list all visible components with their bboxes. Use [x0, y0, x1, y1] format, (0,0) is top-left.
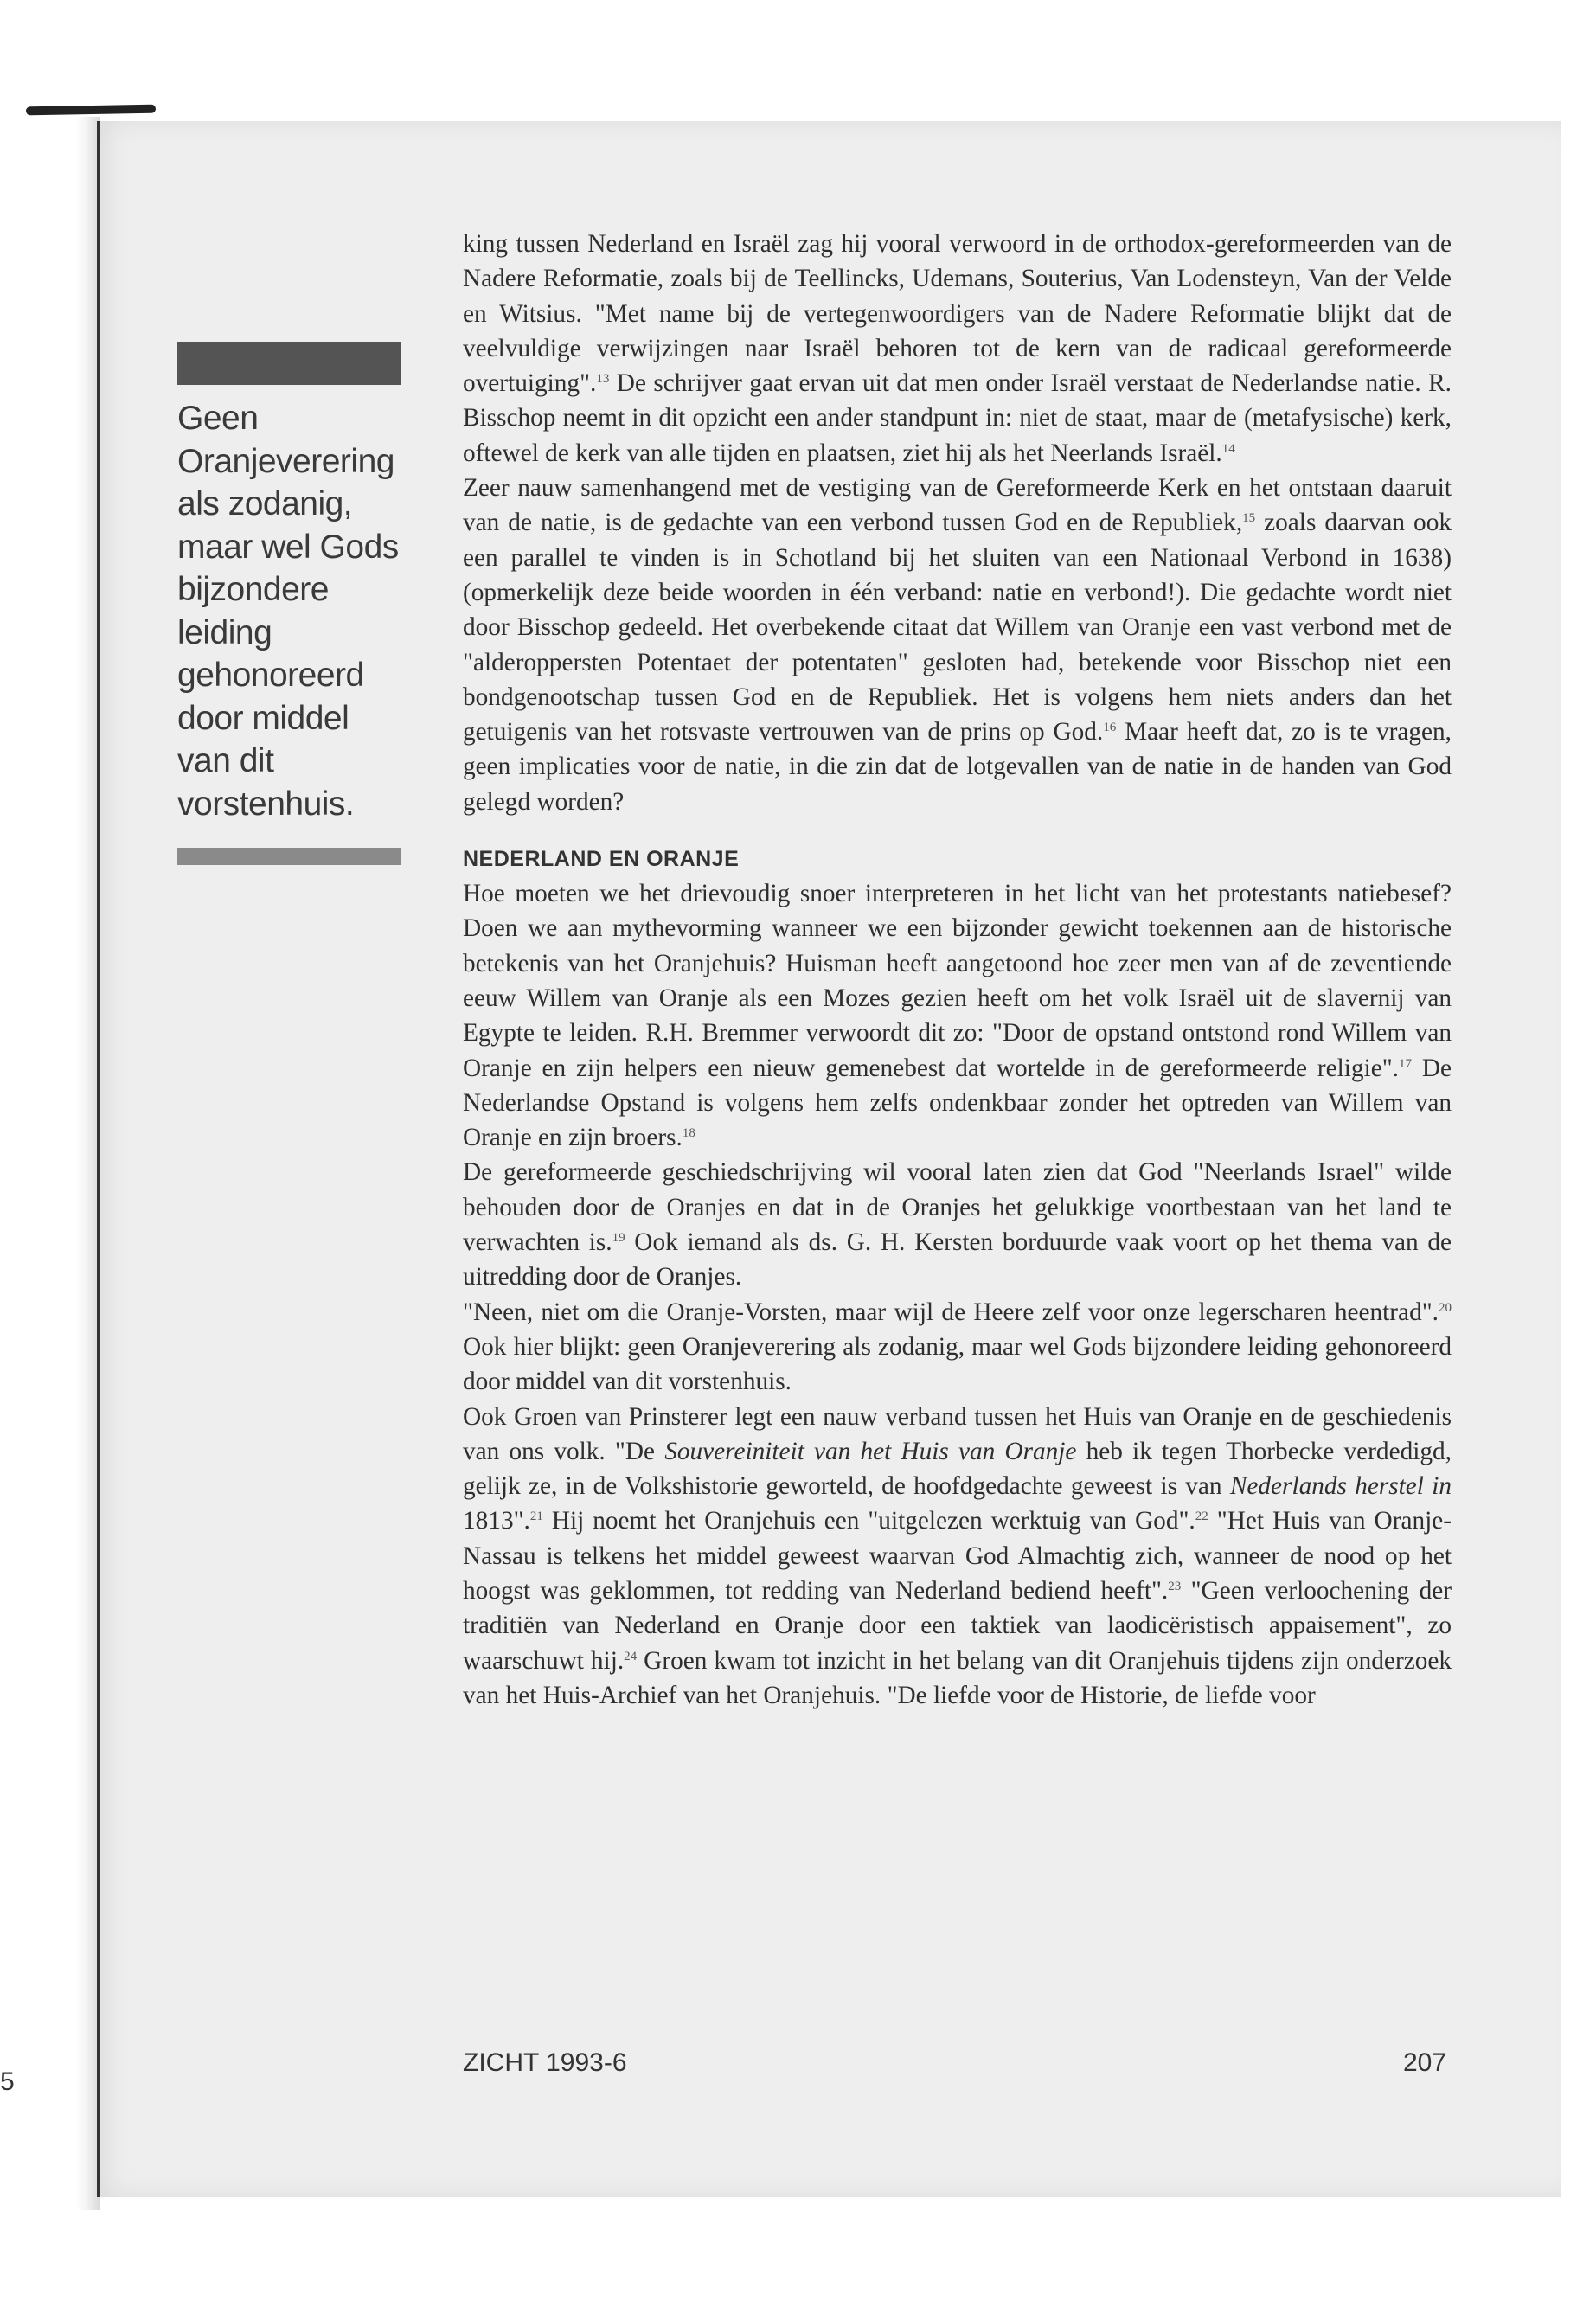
footnote-ref: 23 [1168, 1579, 1182, 1593]
footnote-ref: 18 [682, 1126, 695, 1141]
paragraph-2: Zeer nauw samenhangend met de vestiging van de Gereformeerde Kerk en het ontstaan daaruit van de natie, is de gedachte van een verbond tussen God en de Republiek,$^{15}$ zoals daarvan ook een parallel te vinden is in Schotland bij het sluiten van een Nationaal Verbond in 1638) (opmerkelijk deze beide woorden in één verband: natie en verbond!). Die gedachte wordt niet door Bisschop gedeeld. Het overbekende citaat dat Willem van Oranje een vast verbond met de "alderoppersten Potentaet der potentaten" gesloten had, betekende voor Bisschop niet een bondgenootschap tussen God en de Republiek. Het is volgens hem niets anders dan het getuigenis van het rotsvaste vertrouwen van de prins op God.$^{16}$ Maar heeft dat, zo is te vragen, geen implicaties voor de natie, in die zin dat de lotgevallen van de natie in de handen van God gelegd worden? [463, 474, 1452, 816]
paragraph-5: "Neen, niet om die Oranje-Vorsten, maar wijl de Heere zelf voor onze legerscharen heentrad".$^{20}$ Ook hier blijkt: geen Oranjeverering als zodanig, maar wel Gods bijzondere leiding gehonoreerd door middel van dit vorstenhuis. [463, 1298, 1452, 1396]
pull-quote-line: als zodanig, [177, 485, 353, 522]
pull-quote-line: Oranjeverering [177, 442, 394, 480]
pull-quote-text [177, 397, 402, 825]
footnote-ref: 22 [1195, 1509, 1208, 1524]
paragraph-3: Hoe moeten we het drievoudig snoer interpreteren in het licht van het protestants natiebesef? Doen we aan mythevorming wanneer we een bijzonder gewicht toekennen aan de historische betekenis van het Oranjehuis? Huisman heeft aangetoond hoe zeer men van af de zeventiende eeuw Willem van Oranje als een Mozes gezien heeft om het volk Israël uit de slavernij van Egypte te leiden. R.H. Bremmer verwoordt dit zo: "Door de opstand ontstond rond Willem van Oranje en zijn helpers een nieuw gemenebest dat wortelde in de gereformeerde religie".$^{17}$ De Nederlandse Opstand is volgens hem zelfs ondenkbaar zonder het optreden van Willem van Oranje en zijn broers.$^{18}$ [463, 880, 1452, 1152]
footnote-ref: 14 [1221, 441, 1235, 456]
paragraph-4: De gereformeerde geschiedschrijving wil vooral laten zien dat God "Neerlands Israel" wilde behouden door de Oranjes en dat in de Oranjes het gelukkige voortbestaan van het land te verwachten is.$^{19}$ Ook iemand als ds. G. H. Kersten borduurde vaak voort op het thema van de uitredding door de Oranjes. [463, 1158, 1452, 1292]
margin-edge-number: 5 [0, 2067, 15, 2096]
pull-quote-line: door middel [177, 699, 349, 737]
footnote-ref: 13 [596, 372, 610, 387]
section-heading: NEDERLAND EN ORANJE [463, 847, 740, 872]
footnote-ref: 19 [612, 1231, 625, 1246]
pull-quote-line: maar wel Gods [177, 528, 399, 566]
binding-line [97, 121, 100, 2197]
footnote-ref: 16 [1103, 721, 1117, 735]
footnote-ref: 20 [1439, 1300, 1452, 1315]
paragraph-6: Ook Groen van Prinsterer legt een nauw verband tussen het Huis van Oranje en de geschiedenis van ons volk. "De Souvereiniteit van het Huis van Oranje heb ik tegen Thorbecke verdedigd, gelijk ze, in de Volkshistorie geworteld, de hoofdgedachte geweest is van Nederlands herstel in 1813".$^{21}$ Hij noemt het Oranjehuis een "uitgelezen werktuig van God".$^{22}$ "Het Huis van Oranje-Nassau is telkens het middel geweest waarvan God Almachtig zich, wanneer de nood op het hoogst was geklommen, tot redding van Nederland bediend heeft".$^{23}$ "Geen verloochening der traditiën van Nederland en Oranje door een taktiek van laodicëristisch appaisement", zo waarschuwt hij.$^{24}$ Groen kwam tot inzicht in het belang van dit Oranjehuis tijdens zijn onderzoek van het Huis-Archief van het Oranjehuis. "De liefde voor de Historie, de liefde voor [463, 1402, 1452, 1709]
pull-quote-top-bar [177, 342, 401, 385]
paragraph-1: king tussen Nederland en Israël zag hij vooral verwoord in de orthodox-gereformeerden van de Nadere Reformatie, zoals bij de Teellincks, Udemans, Souterius, Van Lodensteyn, Van der Velde en Witsius. "Met name bij de vertegenwoordigers van de Nadere Reformatie blijkt dat de veelvuldige verwijzingen naar Israël behoren tot de kern van de radicaal gereformeerde overtuiging".$^{13}$ De schrijver gaat ervan uit dat men onder Israël verstaat de Nederlandse natie. R. Bisschop neemt in dit opzicht een ander standpunt in: niet de staat, maar de (metafysische) kerk, oftewel de kerk van alle tijden en plaatsen, ziet hij als het Neerlands Israël.$^{14}$ [463, 230, 1452, 467]
pull-quote-line: leiding [177, 613, 272, 651]
page-number: 207 [1403, 2048, 1447, 2077]
footnote-ref: 15 [1242, 511, 1256, 526]
pull-quote-line: bijzondere [177, 571, 329, 608]
pull-quote-line: Geen [177, 400, 259, 437]
footnote-ref: 21 [529, 1509, 543, 1524]
italic-phrase: Nederlands herstel in [1229, 1472, 1452, 1501]
pull-quote-line: gehonoreerd [177, 657, 364, 694]
binding-top-edge [26, 105, 156, 116]
footnote-ref: 17 [1399, 1056, 1412, 1071]
pull-quote-line: van dit [177, 742, 274, 779]
italic-title: Souvereiniteit van het Huis van Oranje [664, 1437, 1077, 1465]
article-column [463, 227, 1452, 1713]
pull-quote [177, 342, 402, 865]
pull-quote-bottom-bar [177, 848, 401, 865]
pull-quote-line: vorstenhuis. [177, 785, 355, 823]
footnote-ref: 24 [624, 1649, 638, 1663]
footer-journal-title: ZICHT 1993-6 [463, 2048, 627, 2077]
